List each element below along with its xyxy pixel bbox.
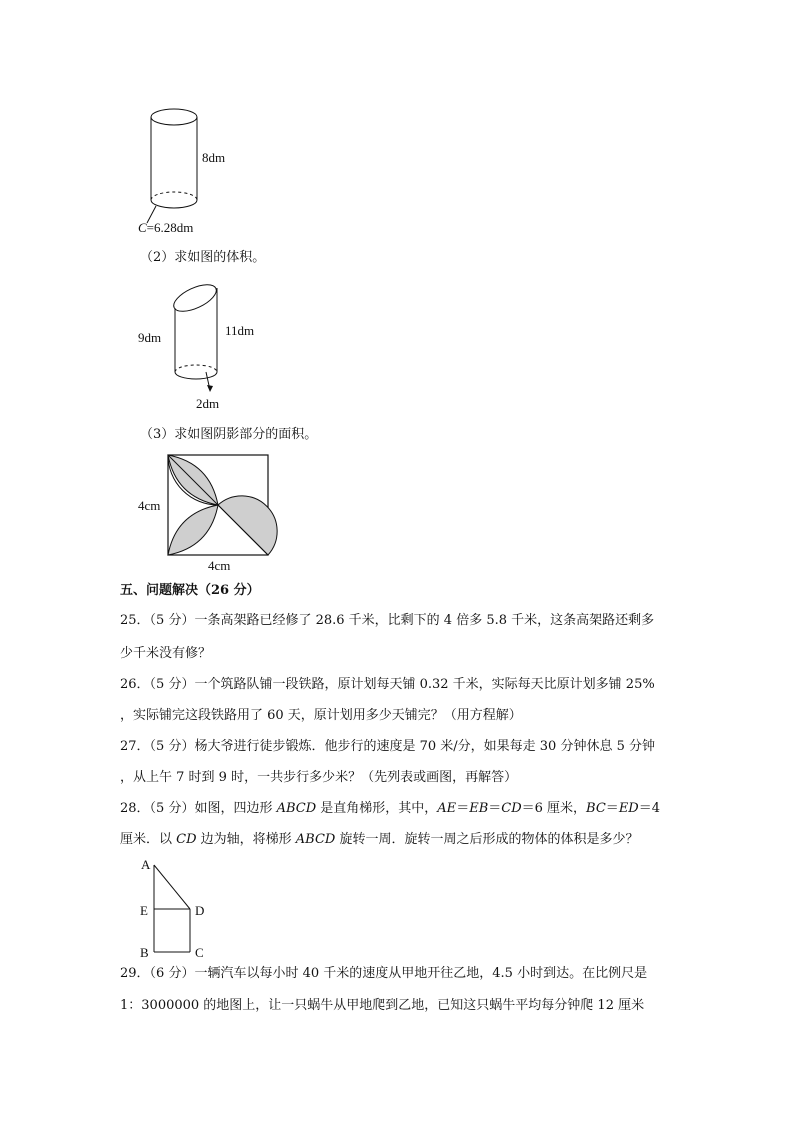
question-25-line1 [120, 613, 654, 629]
question-number: 29． [120, 966, 150, 981]
question-number: 28． [120, 801, 150, 816]
circumference-label: C=6.28dm [138, 220, 194, 235]
question-number: 27． [120, 739, 150, 754]
question-number: 25． [120, 613, 150, 628]
vertex-a: A [141, 857, 151, 872]
question-28-line1 [120, 801, 660, 817]
text: 是直角梯形，其中， [316, 801, 438, 816]
var: ED [618, 801, 639, 816]
question-25-line2: 少千米没有修？ [120, 646, 212, 661]
text: （5 分）如图，四边形 [149, 801, 277, 816]
text: 厘米．以 [120, 832, 177, 847]
part3-caption: （3）求如图阴影部分的面积。 [140, 427, 318, 442]
vertex-d: D [195, 903, 205, 918]
cylinder-figure [130, 100, 270, 240]
vertex-c: C [195, 945, 204, 960]
question-27-line2: ，从上午 7 时到 9 时，一共步行多少米？（先列表或画图，再解答） [120, 770, 518, 785]
question-27-line1 [120, 739, 655, 755]
var: ABCD [295, 832, 336, 847]
text: ＝6 厘米， [521, 801, 587, 816]
text: 旋转一周．旋转一周之后形成的物体的体积是多少？ [335, 832, 639, 847]
slanted-cylinder-figure [130, 275, 290, 415]
question-text: （6 分）一辆汽车以每小时 40 千米的速度从甲地开往乙地，4.5 小时到达。在比例尺是 [149, 966, 648, 981]
vertex-b: B [140, 945, 149, 960]
question-29-line2: 1：3000000 的地图上，让一只蜗牛从甲地爬到乙地，已知这只蜗牛平均每分钟爬 12 厘米 [120, 998, 645, 1013]
var: BC [586, 801, 606, 816]
text: ＝ [488, 801, 502, 816]
diameter-label: 2dm [196, 396, 220, 411]
part2-caption: （2）求如图的体积。 [140, 250, 266, 265]
vertex-e: E [140, 903, 148, 918]
question-text: （5 分）一个筑路队铺一段铁路，原计划每天铺 0.32 千米，实际每天比原计划多铺 25% [149, 677, 655, 692]
section-title: 五、问题解决（26 分） [120, 583, 260, 598]
text: ＝ [456, 801, 470, 816]
var: EB [469, 801, 489, 816]
shaded-square-figure [130, 450, 280, 575]
text: ＝4 [638, 801, 661, 816]
left-height-label: 9dm [138, 330, 162, 345]
text: ＝ [605, 801, 619, 816]
side-label: 4cm [138, 498, 161, 513]
var: CD [501, 801, 522, 816]
question-29-line1 [120, 966, 647, 982]
var: CD [176, 832, 197, 847]
question-26-line1 [120, 677, 655, 693]
text: 边为轴，将梯形 [196, 832, 296, 847]
var: ABCD [276, 801, 317, 816]
question-text: （5 分）杨大爷进行徒步锻炼．他步行的速度是 70 米/分，如果每走 30 分钟休息 5 分钟 [149, 739, 655, 754]
question-number: 26． [120, 677, 150, 692]
bottom-label: 4cm [208, 558, 231, 573]
question-28-line2 [120, 832, 638, 848]
question-26-line2: ，实际铺完这段铁路用了 60 天，原计划用多少天铺完？（用方程解） [120, 708, 522, 723]
height-label: 8dm [202, 150, 226, 165]
right-height-label: 11dm [225, 323, 255, 338]
trapezoid-figure [135, 853, 225, 963]
var: AE [437, 801, 457, 816]
question-text: （5 分）一条高架路已经修了 28.6 千米，比剩下的 4 倍多 5.8 千米，这条高架路还剩多 [149, 613, 655, 628]
